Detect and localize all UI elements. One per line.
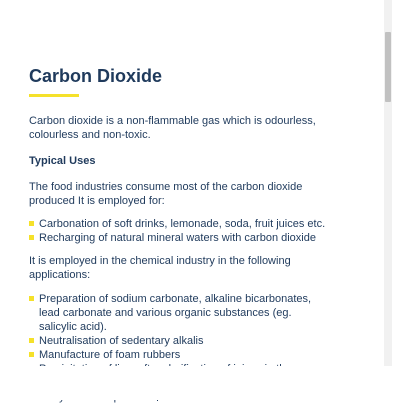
list-item [29, 348, 329, 362]
article-content [29, 64, 329, 404]
bullet-icon [29, 296, 34, 301]
list-item [29, 217, 329, 231]
bottom-strip [0, 366, 400, 400]
bullet-icon [29, 338, 34, 343]
list-item [29, 231, 329, 245]
list-item-text: Manufacture of foam rubbers [39, 349, 181, 361]
scrollbar[interactable] [384, 0, 392, 366]
list-item-text: Carbonation of soft drinks, lemonade, soda, fruit juices etc. [39, 218, 326, 230]
bullet-icon [29, 221, 34, 226]
bullet-icon [29, 352, 34, 357]
intro-paragraph: Carbon dioxide is a non-flammable gas which is odourless, colourless and non-toxic. [29, 115, 316, 141]
food-industry-paragraph: The food industries consume most of the carbon dioxide produced It is employed for: [29, 181, 303, 207]
list-item-text: Neutralisation of sedentary alkalis [39, 335, 204, 347]
bullet-icon [29, 235, 34, 240]
list-item-text: Recharging of natural mineral waters with carbon dioxide [39, 232, 316, 244]
page-title: Carbon Dioxide [29, 66, 163, 86]
food-uses-list [29, 217, 329, 245]
section-heading-typical-uses: Typical Uses [29, 155, 96, 167]
list-item [29, 292, 329, 334]
scrollbar-thumb[interactable] [385, 32, 391, 102]
title-underline [29, 94, 79, 97]
chemical-industry-paragraph: It is employed in the chemical industry in the following applications: [29, 255, 291, 281]
list-item [29, 334, 329, 348]
list-item-text: Preparation of sodium carbonate, alkaline bicarbonates, lead carbonate and various organic substances (eg. salicylic acid). [39, 293, 312, 333]
